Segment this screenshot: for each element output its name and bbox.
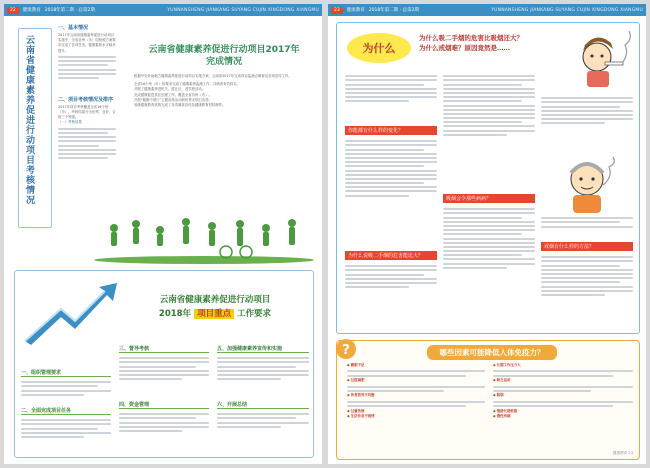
intro-column: [58, 22, 116, 184]
smoker-cartoon-icon: [575, 29, 637, 89]
text-lines: [58, 126, 116, 184]
requirements-column-1: [21, 367, 111, 447]
2018-requirements-section: [14, 270, 314, 458]
banner-year: 2018年: [158, 309, 192, 319]
factor-item: ◆ 吸烟: [493, 393, 504, 398]
article-lead: 根据中央补助地方健康素养促进行动项目实施方案，云南省2017年完成项目监测点调查及各项宣传工作。: [134, 74, 292, 78]
section-label: 健康教育: [346, 8, 365, 13]
question-heading: 为什么说吸二手烟的危害能比大？: [345, 251, 437, 260]
immunity-left-list: [347, 363, 485, 419]
list-item: 全省16个州（市）按要求完成了健康素养监测工作，共调查有效样本。: [134, 82, 241, 87]
left-page: [4, 4, 322, 464]
kpi-text: 2017年项目考核覆盖全省16个州（市），考核结果分为优秀、良好、合格三个等级。: [58, 104, 116, 120]
intro-heading: 一、基本情况: [58, 25, 89, 31]
column-heading: 五、加强健康素养宣传和实施: [217, 345, 309, 353]
arrow-graphic-icon: [21, 279, 121, 349]
list-item: 开展了健康素养进机关、进社区、进学校活动。: [134, 87, 206, 92]
list-item: 省级健康教育机构完成了各类媒体宣传及健康教育材料制作。: [134, 103, 226, 108]
feature-titles: [419, 33, 569, 53]
factor-item: ◆ 饮食营养不均衡: [347, 393, 375, 398]
question-heading: 吸烟会令那些病病？: [443, 194, 535, 203]
factor-item: ◆ 过度减肥: [347, 378, 365, 383]
why-bubble: 为什么: [347, 33, 411, 63]
requirements-column-3: [217, 343, 309, 451]
elderly-smoker-illustration: [541, 155, 633, 215]
feature-title-2: 为什么戒烟难？原因竟然是……: [419, 44, 510, 52]
column-heading: 一、组织管理要求: [21, 369, 111, 377]
right-page-header: [328, 4, 646, 16]
intro-text: 2017年云南省健康素养促进行动项目实施中，全省各州（市）均按照方案要求完成了各项任务，健康素养水平稳步提升。: [58, 33, 116, 53]
running-header: YUNNANSHENG JIANKANG SUYANG CUJIN XINGDONG XIANGMU: [491, 7, 643, 13]
banner-suffix: 工作要求: [237, 309, 272, 319]
question-heading: 戒烟有什么样的方法？: [541, 242, 633, 251]
factor-item: ◆ 长期工作压力大: [493, 363, 521, 367]
column-heading: 四、资金管理: [119, 401, 209, 409]
banner-title-line-2: [125, 307, 305, 319]
running-people-illustration: [94, 214, 314, 264]
factor-item: ◆ 过量饮酒: [347, 408, 365, 413]
feature-column-1: [345, 73, 437, 313]
issue-label: 2018年第二期 · 总第2期: [44, 8, 95, 13]
results-heading: （一）考核结果: [58, 120, 82, 125]
article-title: 云南省健康素养促进行动项目2017年完成情况: [148, 45, 300, 67]
page-number: 23: [331, 7, 343, 14]
immunity-right-list: [493, 363, 633, 419]
column-heading: 六、开展总结: [217, 401, 309, 409]
page-number: 22: [7, 7, 19, 14]
feature-title-1: 为什么吸二手烟的危害比吸烟还大？: [419, 34, 523, 42]
banner-title-line-1: 云南省健康素养促进行动项目: [159, 295, 271, 305]
page-footer-note: 健康教育·23: [612, 451, 633, 455]
factor-item: ◆ 情绪长期低落: [493, 408, 518, 413]
immunity-box-title: 哪些因素可能降低人体免疫力？: [427, 345, 557, 360]
list-item: 完成健康促进县区创建工作，覆盖全省各州（市）。: [134, 92, 212, 97]
feature-column-3: [541, 95, 633, 334]
column-heading: 三、督导考核: [119, 345, 209, 353]
requirements-column-2: [119, 343, 209, 451]
factor-item: ◆ 缺乏运动: [493, 378, 511, 383]
kpi-heading: 二、项目考核情况及排序: [58, 96, 114, 103]
section-label: 健康教育: [22, 8, 41, 13]
feature-column-2: [443, 73, 535, 324]
svg-text:?: ?: [342, 343, 350, 358]
immunity-factors-box: [336, 340, 640, 460]
list-item: 开展“健康中国行”主题宣传活动和世界无烟日宣传。: [134, 97, 213, 102]
factor-item: ◆ 慢性疾病: [493, 413, 511, 418]
left-page-header: [4, 4, 322, 16]
column-heading: 二、全面完成项目任务: [21, 407, 111, 415]
banner-highlight: 项目重点: [194, 309, 234, 319]
why-feature-box: [336, 22, 640, 334]
side-title: 云南省健康素养促进行动项目考核情况: [24, 35, 34, 205]
side-title-box: [18, 28, 52, 228]
question-heading: 你能都有什么样的变化？: [345, 126, 437, 135]
factor-item: ◆ 睡眠不足: [347, 363, 365, 367]
text-lines: [58, 54, 116, 94]
running-header: YUNNANSHENG JIANKANG SUYANG CUJIN XINGDONG XIANGMU: [167, 7, 319, 13]
right-page: [328, 4, 646, 464]
issue-label: 2018年第二期 · 总第2期: [368, 8, 419, 13]
factor-item: ◆ 生活作息不规律: [347, 413, 375, 418]
question-mark-icon: [335, 337, 357, 361]
article-body: [134, 74, 314, 108]
